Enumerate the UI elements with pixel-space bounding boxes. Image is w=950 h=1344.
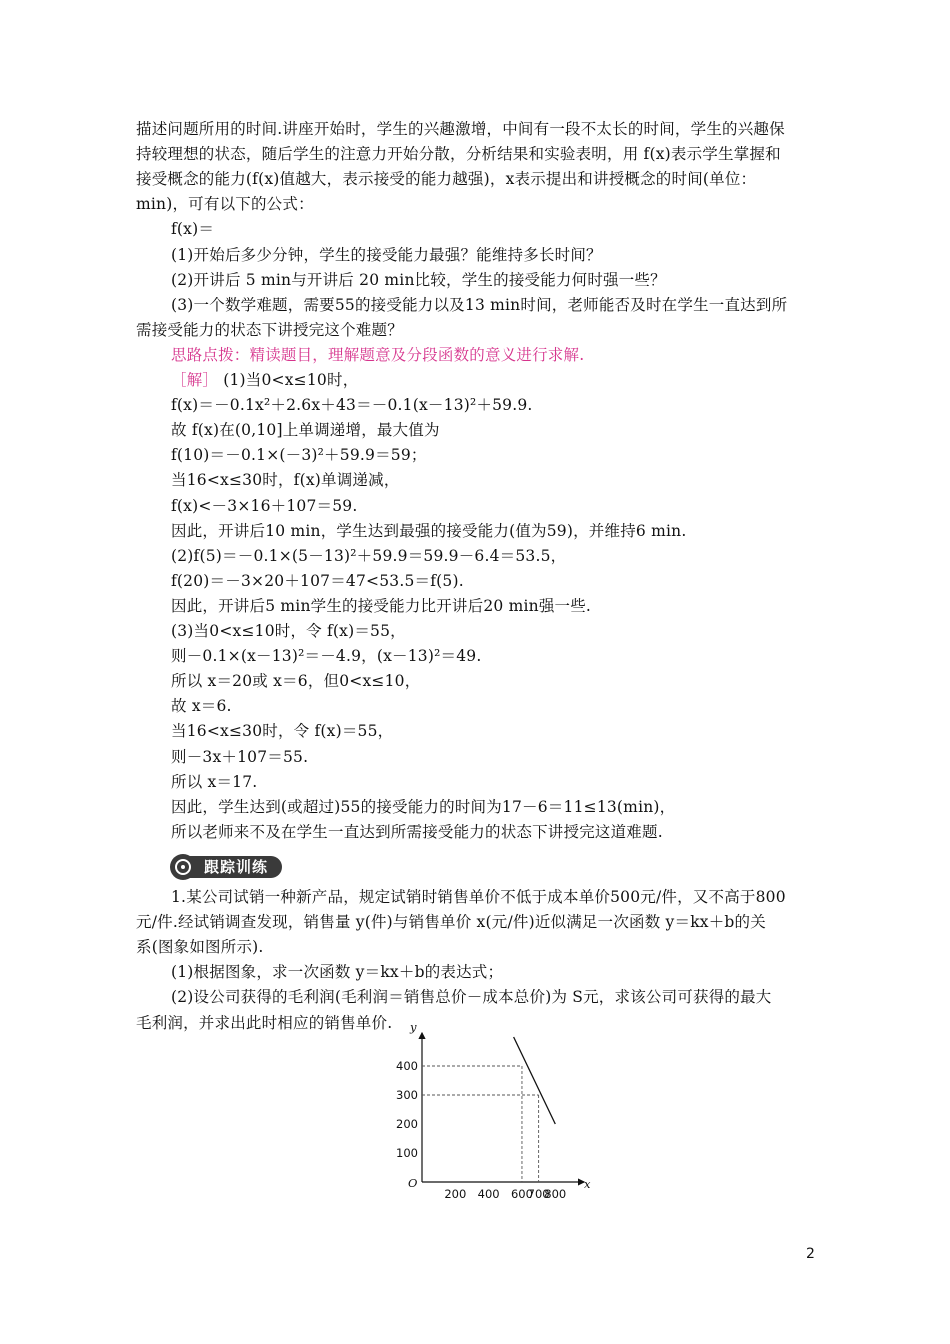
line-text: (1)开始后多少分钟，学生的接受能力最强？能维持多长时间？ [171,245,602,264]
line-text: f(x)＝ [171,220,215,239]
section-badge-label: 跟踪训练 [188,856,282,878]
line-text: 所以 x＝20或 x＝6，但0<x≤10， [171,672,421,691]
text-line [171,268,861,293]
text-line [171,243,861,268]
line-text: 因此，开讲后5 min学生的接受能力比开讲后20 min强一些. [171,596,592,615]
text-line [171,985,861,1010]
line-text: (2)设公司获得的毛利润(毛利润＝销售总价－成本总价)为 S元，求该公司可获得的最大 [171,988,772,1007]
text-line [171,960,861,985]
line-text: 1.某公司试销一种新产品，规定试销时销售单价不低于成本单价500元/件，又不高于800 [171,888,786,906]
text-line [136,167,826,192]
target-icon [170,854,196,880]
line-text: 持较理想的状态，随后学生的注意力开始分散，分析结果和实验表明，用 f(x)表示学生掌握和 [136,145,781,164]
line-text: 故 x＝6. [171,697,232,716]
text-line [171,519,861,544]
line-text: (3)一个数学难题，需要55的接受能力以及13 min时间，老师能否及时在学生一直达到所 [171,295,788,314]
text-line [171,468,861,493]
line-text: f(10)＝－0.1×(－3)²＋59.9＝59； [171,446,427,465]
text-line [171,669,861,694]
series-line [514,1037,556,1124]
text-line [171,393,861,418]
page-number: 2 [806,1246,815,1262]
section-badge [170,854,286,880]
text-line [171,544,861,569]
line-text: 则－0.1×(x－13)²＝－4.9，(x－13)²＝49. [171,647,482,666]
line-text: 元/件.经试销调查发现，销售量 y(件)与销售单价 x(元/件)近似满足一次函数 y＝kx＋b的关 [136,913,766,932]
line-text: 系(图象如图所示). [136,938,264,957]
text-line [171,745,861,770]
line-text: (1)根据图象，求一次函数 y＝kx＋b的表达式； [171,963,504,982]
y-tick-label: 200 [396,1117,418,1131]
origin-label: O [408,1176,418,1190]
text-line [171,443,861,468]
text-line [171,594,861,619]
text-line [171,719,861,744]
text-line [171,820,861,845]
x-tick-label: 600 [510,1187,533,1201]
x-axis-label: x [583,1177,591,1191]
line-text: (2)f(5)＝－0.1×(5－13)²＋59.9＝59.9－6.4＝53.5， [171,546,567,565]
line-text: 需接受能力的状态下讲授完这个难题？ [136,320,403,339]
line-text: f(20)＝－3×20＋107＝47<53.5＝f(5). [171,571,464,590]
text-line [171,343,861,368]
text-line [136,318,826,343]
line-text: f(x)<－3×16＋107＝59. [171,496,358,515]
y-tick-label: 400 [396,1059,418,1073]
y-tick-label: 100 [396,1146,418,1160]
line-text: 描述问题所用的时间.讲座开始时，学生的兴趣激增，中间有一段不太长的时间，学生的兴趣保 [136,120,785,138]
line-text: 思路点拨：精读题目，理解题意及分段函数的意义进行求解. [171,345,585,364]
line-text: 所以 x＝17. [171,772,258,791]
linear-function-graph [380,1020,591,1206]
line-text: 因此，开讲后10 min，学生达到最强的接受能力(值为59)，并维持6 min. [171,521,687,540]
line-text-suffix: (1)当0<x≤10时， [218,371,359,389]
line-text: min)，可有以下的公式： [136,195,314,214]
text-line [136,117,826,142]
line-text: 则－3x＋107＝55. [171,747,309,766]
text-line [171,293,861,318]
text-line [171,770,861,795]
x-tick-label: 700 [527,1187,550,1201]
line-text: ［解］ [171,371,219,389]
line-text: 故 f(x)在(0,10]上单调递增，最大值为 [171,421,440,440]
text-line [171,644,861,669]
text-line [171,795,861,820]
line-text: 因此，学生达到(或超过)55的接受能力的时间为17－6＝11≤13(min)， [171,797,676,816]
x-tick-label: 200 [444,1187,467,1201]
y-axis-label: y [410,1020,417,1034]
text-line [171,418,861,443]
x-tick-label: 800 [544,1187,567,1201]
text-line [136,935,826,960]
y-tick-label: 300 [396,1088,418,1102]
x-tick-label: 400 [477,1187,500,1201]
text-line [136,142,826,167]
text-line [171,619,861,644]
text-line [171,569,861,594]
line-text: f(x)＝－0.1x²＋2.6x＋43＝－0.1(x－13)²＋59.9. [171,396,533,415]
text-line [171,494,861,519]
line-text: 毛利润，并求出此时相应的销售单价. [136,1013,393,1032]
text-line [136,910,826,935]
text-line [171,217,861,242]
text-line [171,368,861,393]
line-text: 当16<x≤30时，令 f(x)＝55， [171,722,394,741]
line-text: (2)开讲后 5 min与开讲后 20 min比较，学生的接受能力何时强一些？ [171,270,666,289]
text-line [171,885,861,910]
text-line [171,694,861,719]
line-text: 当16<x≤30时，f(x)单调递减， [171,471,400,490]
line-text: (3)当0<x≤10时，令 f(x)＝55， [171,622,406,640]
line-text: 所以老师来不及在学生一直达到所需接受能力的状态下讲授完这道难题. [171,822,663,841]
line-text: 接受概念的能力(f(x)值越大，表示接受的能力越强)，x表示提出和讲授概念的时间(单位： [136,170,757,189]
text-line [136,192,826,217]
text-line [136,1011,826,1036]
